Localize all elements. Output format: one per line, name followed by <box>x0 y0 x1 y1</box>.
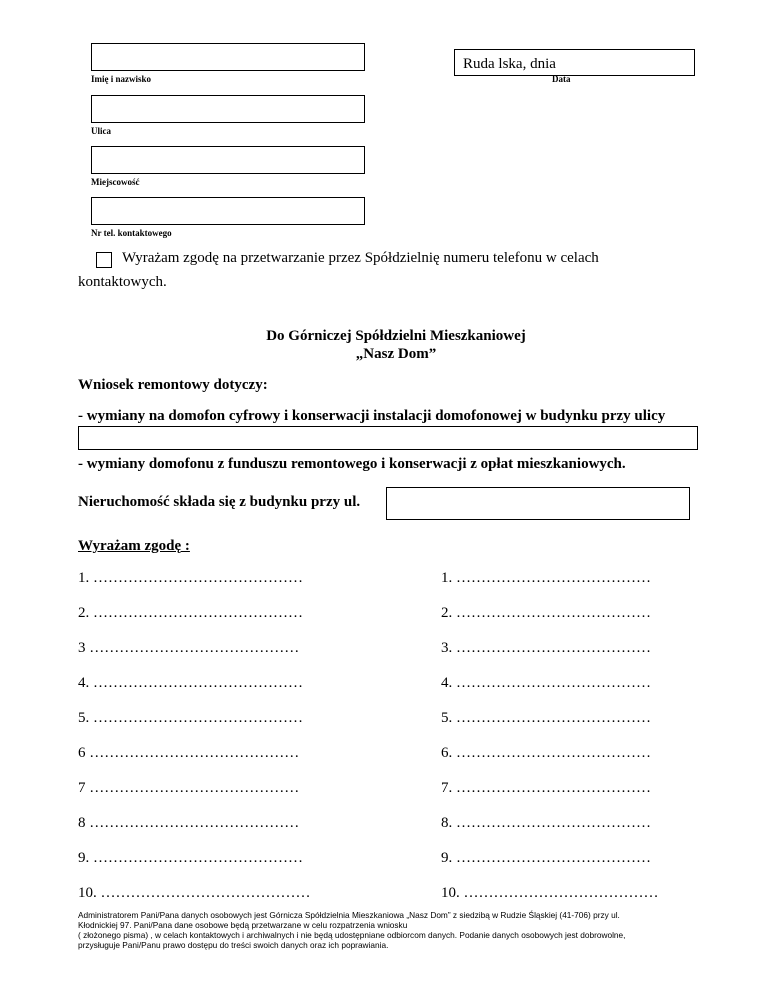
sig-right-2[interactable]: 2. ………………………………… <box>441 605 651 621</box>
sig-left-2[interactable]: 2. …………………………………… <box>78 605 303 621</box>
sig-left-10[interactable]: 10. …………………………………… <box>78 885 311 901</box>
street-label: Ulica <box>91 126 111 136</box>
sig-right-5[interactable]: 5. ………………………………… <box>441 710 651 726</box>
addressee-line-2: „Nasz Dom” <box>355 346 437 362</box>
sig-left-5[interactable]: 5. …………………………………… <box>78 710 303 726</box>
sig-right-4[interactable]: 4. ………………………………… <box>441 675 651 691</box>
date-place-field[interactable] <box>454 49 695 76</box>
consent-line-2: kontaktowych. <box>78 274 167 290</box>
sig-right-3[interactable]: 3. ………………………………… <box>441 640 651 656</box>
sig-left-9[interactable]: 9. …………………………………… <box>78 850 303 866</box>
phone-input[interactable] <box>91 197 365 225</box>
request-title: Wniosek remontowy dotyczy: <box>78 377 268 393</box>
sig-left-3[interactable]: 3 …………………………………… <box>78 640 300 656</box>
phone-label: Nr tel. kontaktowego <box>91 228 172 238</box>
city-label: Miejscowość <box>91 177 140 187</box>
sig-left-6[interactable]: 6 …………………………………… <box>78 745 300 761</box>
property-label: Nieruchomość składa się z budynku przy ul. <box>78 494 361 510</box>
name-label: Imię i nazwisko <box>91 74 152 84</box>
request-item-2: - wymiany domofonu z funduszu remontowego i konserwacji z opłat mieszkaniowych. <box>78 456 626 472</box>
agreement-title: Wyrażam zgodę : <box>78 538 190 554</box>
consent-line-1: Wyrażam zgodę na przetwarzanie przez Spółdzielnię numeru telefonu w celach <box>122 250 599 266</box>
sig-right-9[interactable]: 9. ………………………………… <box>441 850 651 866</box>
date-label: Data <box>552 74 571 84</box>
property-street-input[interactable] <box>386 487 690 520</box>
consent-text <box>78 246 638 294</box>
sig-right-1[interactable]: 1. ………………………………… <box>441 570 651 586</box>
request-item-1: - wymiany na domofon cyfrowy i konserwacji instalacji domofonowej w budynku przy ulicy <box>78 408 666 424</box>
footer-line-4: przysługuje Pani/Panu prawo dostępu do treści swoich danych oraz ich poprawiania. <box>78 940 389 950</box>
sig-left-7[interactable]: 7 …………………………………… <box>78 780 300 796</box>
privacy-footer <box>78 910 718 950</box>
name-input[interactable] <box>91 43 365 71</box>
street-input[interactable] <box>91 95 365 123</box>
addressee-line-1: Do Górniczej Spółdzielni Mieszkaniowej <box>266 328 526 344</box>
sig-left-1[interactable]: 1. …………………………………… <box>78 570 303 586</box>
street-address-input[interactable] <box>78 426 698 450</box>
footer-line-1: Administratorem Pani/Pana danych osobowych jest Górnicza Spółdzielnia Mieszkaniowa „Nasz Dom” z siedzibą w Rudzie Śląskiej (41-706) przy ul. <box>78 910 620 920</box>
sig-right-8[interactable]: 8. ………………………………… <box>441 815 651 831</box>
sig-left-4[interactable]: 4. …………………………………… <box>78 675 303 691</box>
city-input[interactable] <box>91 146 365 174</box>
sig-right-7[interactable]: 7. ………………………………… <box>441 780 651 796</box>
footer-line-2: Kłodnickiej 97. Pani/Pana dane osobowe będą przetwarzane w celu rozpatrzenia wniosku <box>78 920 408 930</box>
date-place-text: Ruda lska, dnia <box>463 56 556 72</box>
footer-line-3: ( złożonego pisma) , w celach kontaktowych i archiwalnych i nie będą udostępniane odbiorcom danych. Podanie danych osobowych jest dobrowolne, <box>78 930 626 940</box>
sig-right-10[interactable]: 10. ………………………………… <box>441 885 659 901</box>
sig-right-6[interactable]: 6. ………………………………… <box>441 745 651 761</box>
sig-left-8[interactable]: 8 …………………………………… <box>78 815 300 831</box>
